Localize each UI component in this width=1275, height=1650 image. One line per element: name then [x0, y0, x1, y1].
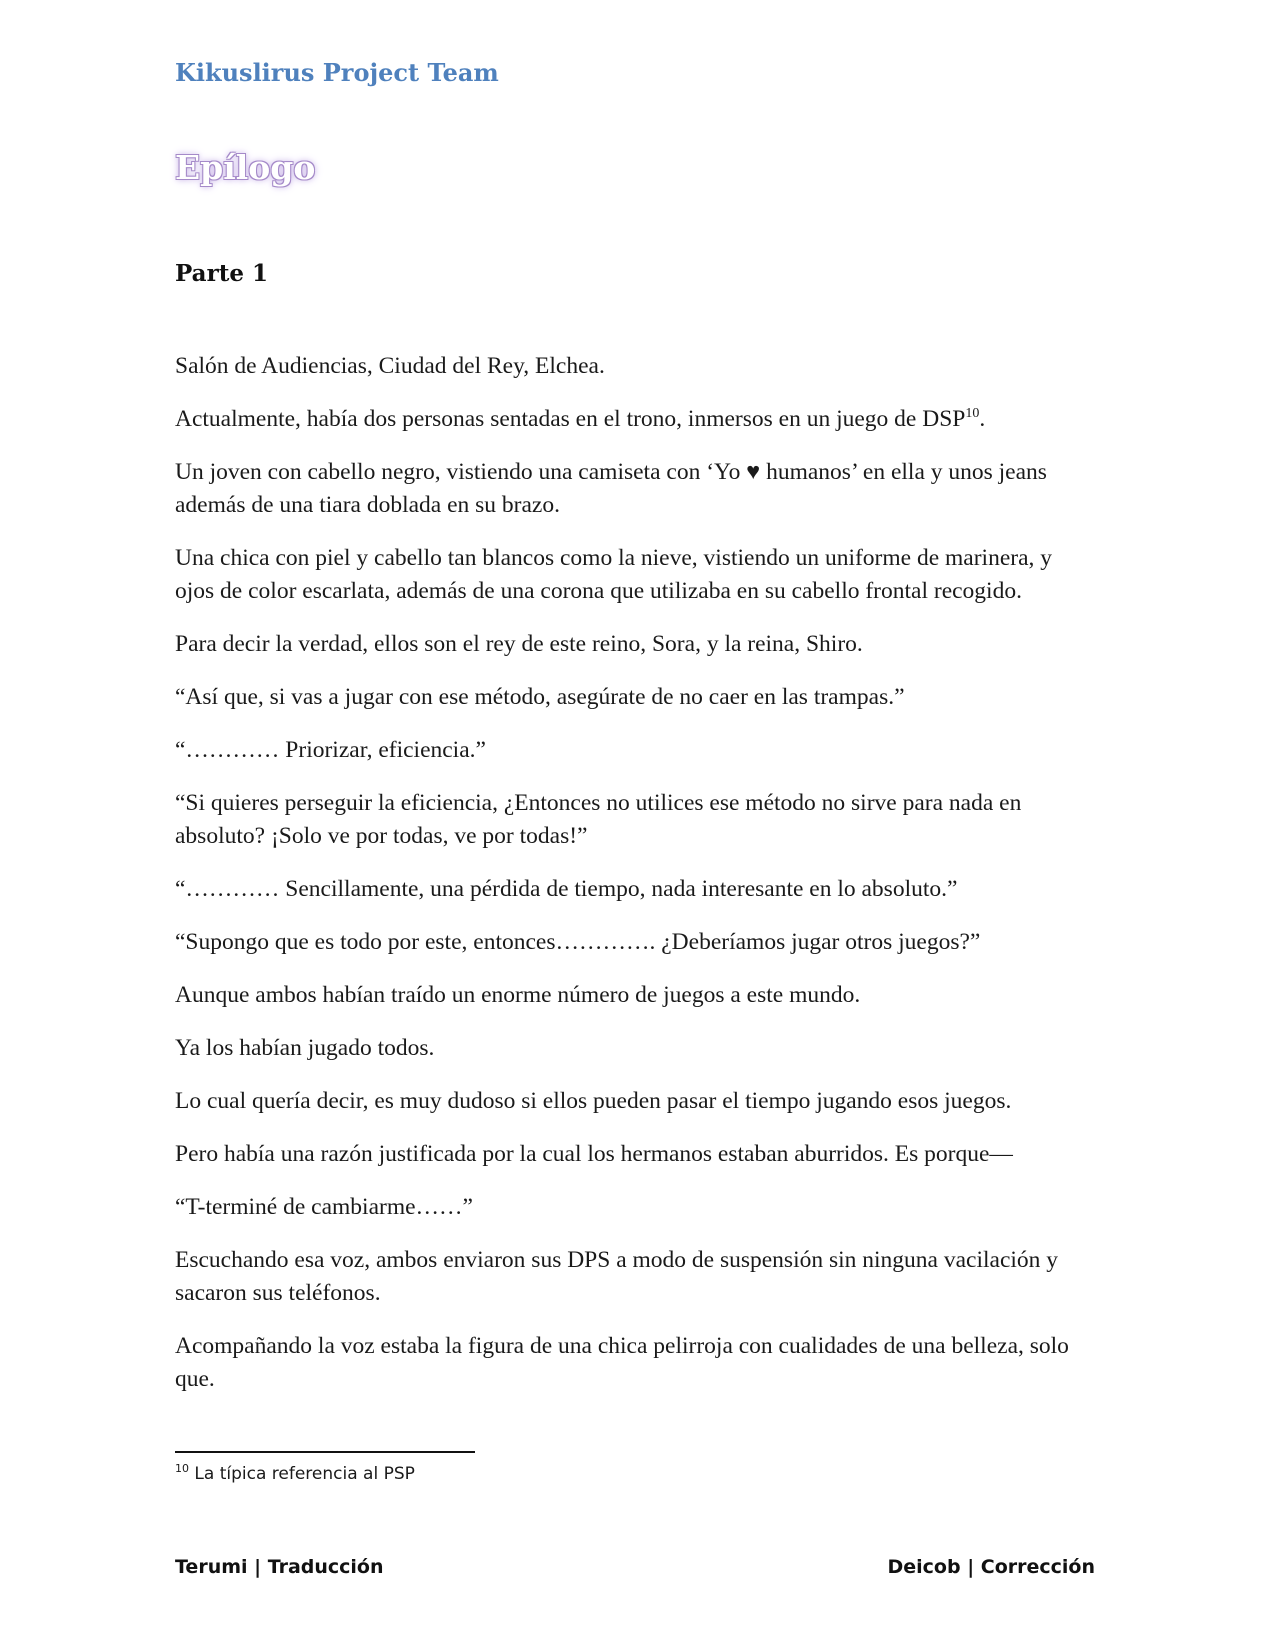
paragraph-end-punct: .	[979, 406, 986, 432]
paragraph: Escuchando esa voz, ambos enviaron sus DPS a modo de suspensión sin ninguna vacilación y sacaron sus teléfonos.	[175, 1247, 1059, 1306]
paragraph: Una chica con piel y cabello tan blancos como la nieve, vistiendo un uniforme de marinera, y ojos de color escarlata, además de una corona que utilizaba en su cabello frontal recogido.	[175, 545, 1053, 604]
footnote-text: La típica referencia al PSP	[189, 1464, 415, 1484]
footer-proofreader: Deicob | Corrección	[887, 1556, 1095, 1578]
footnote-separator	[175, 1451, 475, 1453]
paragraph: Un joven con cabello negro, vistiendo una camiseta con ‘Yo ♥ humanos’ en ella y unos jeans además de una tiara doblada en su brazo.	[175, 459, 1047, 518]
paragraph: “Supongo que es todo por este, entonces…………. ¿Deberíamos jugar otros juegos?”	[175, 929, 981, 955]
paragraph: “T-terminé de cambiarme……”	[175, 1194, 473, 1220]
body-text	[175, 350, 1095, 1416]
paragraph: Aunque ambos habían traído un enorme número de juegos a este mundo.	[175, 982, 861, 1008]
chapter-title: Epílogo	[175, 148, 316, 187]
paragraph: “Si quieres perseguir la eficiencia, ¿Entonces no utilices ese método no sirve para nada en absoluto? ¡Solo ve por todas, ve por todas!”	[175, 790, 1022, 849]
paragraph: “Así que, si vas a jugar con ese método, asegúrate de no caer en las trampas.”	[175, 684, 905, 710]
team-name: Kikuslirus Project Team	[175, 58, 499, 87]
footnote-number: 10	[175, 1462, 189, 1475]
paragraph: Lo cual quería decir, es muy dudoso si ellos pueden pasar el tiempo jugando esos juegos.	[175, 1088, 1012, 1114]
footer-translator: Terumi | Traducción	[175, 1556, 384, 1578]
part-title: Parte 1	[175, 260, 268, 287]
paragraph-text: Actualmente, había dos personas sentadas en el trono, inmersos en un juego de DSP	[175, 406, 966, 432]
footnote	[175, 1464, 415, 1484]
footnote-reference[interactable]: 10	[965, 406, 980, 421]
paragraph: Para decir la verdad, ellos son el rey de este reino, Sora, y la reina, Shiro.	[175, 631, 863, 657]
paragraph: Pero había una razón justificada por la cual los hermanos estaban aburridos. Es porque—	[175, 1141, 1013, 1167]
paragraph: Salón de Audiencias, Ciudad del Rey, Elchea.	[175, 353, 605, 379]
paragraph: Acompañando la voz estaba la figura de una chica pelirroja con cualidades de una belleza, solo que.	[175, 1333, 1069, 1392]
paragraph: Ya los habían jugado todos.	[175, 1035, 435, 1061]
paragraph	[175, 403, 1095, 436]
paragraph: “………… Sencillamente, una pérdida de tiempo, nada interesante en lo absoluto.”	[175, 876, 958, 902]
paragraph: “………… Priorizar, eficiencia.”	[175, 737, 486, 763]
